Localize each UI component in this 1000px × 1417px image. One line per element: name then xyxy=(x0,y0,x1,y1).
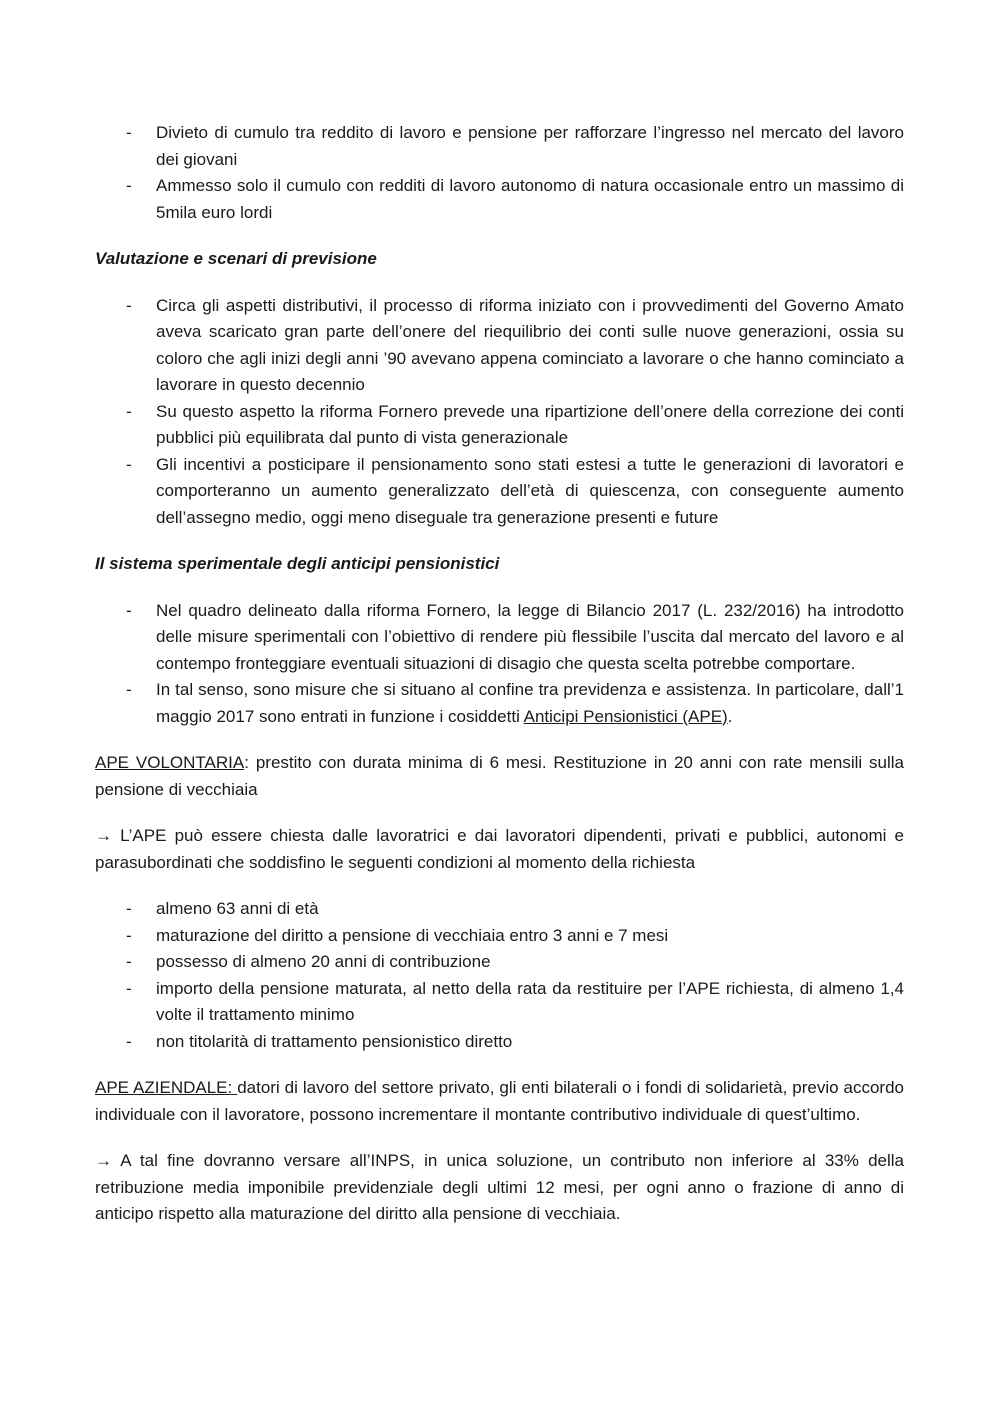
bullet-list-valutazione xyxy=(95,293,904,532)
section-heading-anticipi: Il sistema sperimentale degli anticipi pensionistici xyxy=(95,554,500,573)
list-item: - Ammesso solo il cumulo con redditi di lavoro autonomo di natura occasionale entro un massimo di 5mila euro lordi xyxy=(95,173,904,226)
bullet-list-anticipi xyxy=(95,598,904,731)
bullet-list-cumulo xyxy=(95,120,904,226)
list-item: - importo della pensione maturata, al netto della rata da restituire per l’APE richiesta, di almeno 1,4 volte il trattamento minimo xyxy=(95,976,904,1029)
ape-aziendale-label: APE AZIENDALE: xyxy=(95,1078,238,1097)
final-paragraph: → A tal fine dovranno versare all’INPS, in unica soluzione, un contributo non inferiore al 33% della retribuzione media imponibile previdenziale degli ultimi 12 mesi, per ogni anno o frazione di anno di anticipo rispetto alla maturazione del diritto alla pensione di vecchiaia. xyxy=(95,1151,904,1223)
list-item-end: . xyxy=(727,706,733,726)
ape-link-text: Anticipi Pensionistici (APE) xyxy=(523,706,728,726)
ape-conditions-intro: → L’APE può essere chiesta dalle lavoratrici e dai lavoratori dipendenti, privati e pubblici, autonomi e parasubordinati che soddisfino le seguenti condizioni al momento della richiesta xyxy=(95,826,904,872)
bullet-list-conditions xyxy=(95,896,904,1055)
list-item: - Gli incentivi a posticipare il pensionamento sono stati estesi a tutte le generazioni di lavoratori e comporteranno un aumento generalizzato dell’età di quiescenza, con conseguente aumento dell’assegno medio, oggi meno diseguale tra generazione presenti e future xyxy=(95,452,904,532)
ape-aziendale-text: datori di lavoro del settore privato, gli enti bilaterali o i fondi di solidarietà, previo accordo individuale con il lavoratore, possono incrementare il montante contributivo individuale di quest’ultimo. xyxy=(95,1078,904,1124)
list-item: - Su questo aspetto la riforma Fornero prevede una ripartizione dell’onere della correzione dei conti pubblici più equilibrata dal punto di vista generazionale xyxy=(95,399,904,452)
list-item xyxy=(95,677,904,730)
section-heading-valutazione: Valutazione e scenari di previsione xyxy=(95,249,377,268)
list-item: - Nel quadro delineato dalla riforma Fornero, la legge di Bilancio 2017 (L. 232/2016) ha introdotto delle misure sperimentali con l’obiettivo di rendere più flessibile l’uscita dal mercato del lavoro e al contempo fronteggiare eventuali situazioni di disagio che questa scelta potrebbe comportare. xyxy=(95,598,904,678)
list-item: - Circa gli aspetti distributivi, il processo di riforma iniziato con i provvedimenti del Governo Amato aveva scaricato gran parte dell’onere del riequilibrio dei conti sulle nuove generazioni, ossia su coloro che agli inizi degli anni ’90 avevano appena cominciato a lavorare o che hanno cominciato a lavorare in questo decennio xyxy=(95,293,904,399)
list-item-text: In tal senso, sono misure che si situano al confine tra previdenza e assistenza. In particolare, dall’1 maggio 2017 sono entrati in funzione i cosiddetti xyxy=(156,680,904,726)
list-item: - non titolarità di trattamento pensionistico diretto xyxy=(95,1029,904,1056)
list-item: - possesso di almeno 20 anni di contribuzione xyxy=(95,949,904,976)
list-item: - Divieto di cumulo tra reddito di lavoro e pensione per rafforzare l’ingresso nel mercato del lavoro dei giovani xyxy=(95,120,904,173)
list-item: - almeno 63 anni di età xyxy=(95,896,904,923)
ape-aziendale-paragraph xyxy=(95,1075,904,1128)
ape-volontaria-paragraph xyxy=(95,750,904,803)
ape-volontaria-label: APE VOLONTARIA xyxy=(95,753,245,772)
list-item: - maturazione del diritto a pensione di vecchiaia entro 3 anni e 7 mesi xyxy=(95,923,904,950)
ape-volontaria-text: : prestito con durata minima di 6 mesi. Restituzione in 20 anni con rate mensili sulla pensione di vecchiaia xyxy=(95,753,904,799)
